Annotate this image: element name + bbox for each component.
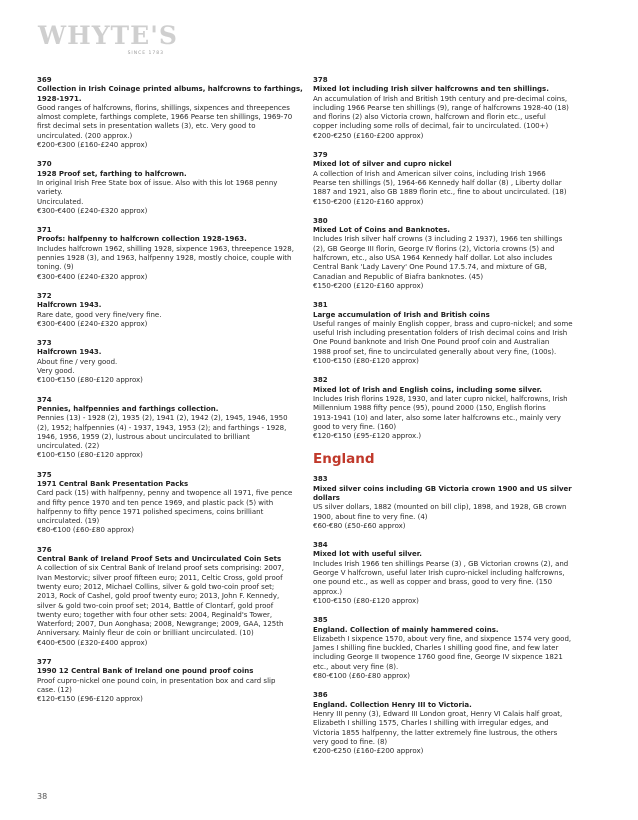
lot-description-line: About fine / very good. — [37, 357, 118, 366]
lot-description-line: James I shilling fine buckled, Charles I shilling good fine, and few later — [313, 644, 559, 653]
lot-description-line: An accumulation of Irish and British 19th century and pre-decimal coins, — [313, 94, 568, 103]
lot-title: Mixed silver coins including GB Victoria crown 1900 and US silver — [313, 484, 572, 493]
lot-number: 380 — [313, 216, 328, 225]
lot-description-line: halfpenny to fifty pence 1971 polished specimens, coins brilliant — [37, 507, 264, 516]
lot-number: 384 — [313, 541, 328, 550]
lot-description-line: Canadian and Republic of Biafra banknotes. (45) — [313, 272, 484, 281]
lot-description-line: A collection of six Central Bank of Ireland proof sets comprising: 2007, — [37, 564, 284, 573]
lot-estimate: €150-€200 (£120-£160 approx) — [313, 281, 424, 290]
whytes-logo — [38, 21, 178, 62]
lot-estimate: €150-€200 (£120-£160 approx) — [313, 197, 424, 206]
lot-number: 369 — [37, 76, 52, 84]
lot-description-line: Millennium 1988 fifty pence (95), pound 2000 (150, English florins — [313, 404, 546, 413]
lot-estimate: €80-€100 (£60-£80 approx) — [313, 672, 410, 681]
lot-entry — [37, 160, 309, 216]
lot-entry — [313, 475, 585, 531]
lot-entry — [37, 658, 309, 704]
lot-number: 375 — [37, 470, 52, 479]
lot-number: 370 — [37, 160, 52, 169]
lot-title: 1971 Central Bank Presentation Packs — [37, 479, 189, 488]
lot-description-line: George V halfcrown, useful later Irish cupro-nickel including halfcrowns, — [313, 569, 565, 578]
lot-number: 383 — [313, 475, 328, 484]
lot-description-line: 1913-1941 (10) and later, also some later halfcrowns etc., mainly very — [313, 413, 561, 422]
lot-description-line: Includes Irish silver half crowns (3 including 2 1937), 1966 ten shillings — [313, 235, 563, 244]
lot-description-line: Elizabeth I shilling 1575, Charles I shilling with irregular edges, and — [313, 719, 549, 728]
lot-description-line: uncirculated. (22) — [37, 442, 100, 451]
lot-description-line: Includes Irish 1966 ten shillings Pearse (3) , GB Victorian crowns (2), and — [313, 559, 569, 568]
lot-description-line: One Pound banknote and Irish One Pound proof coin and Australian — [313, 338, 550, 347]
lot-estimate: €80-€100 (£60-£80 approx) — [37, 526, 134, 535]
lot-title: England. Collection of mainly hammered coins. — [313, 625, 499, 634]
lot-entry — [313, 376, 585, 441]
lot-description-line: Central Bank 'Lady Lavery' One Pound 17.5.74, and mixture of GB, — [313, 263, 547, 272]
lot-title: Large accumulation of Irish and British coins — [313, 310, 490, 319]
lot-description-line: 1946, 1956, 1959 (2), lustrous about uncirculated to brilliant — [37, 432, 250, 441]
lot-description-line: Ivan Mestorvic; silver proof fifteen euro; 2011, Celtic Cross, gold proof — [37, 573, 283, 582]
lot-estimate: €300-€400 (£240-£320 approx) — [37, 206, 148, 215]
lot-estimate: €100-€150 (£80-£120 approx) — [37, 451, 143, 460]
lot-estimate: €200-€250 (£160-£200 approx) — [313, 131, 424, 140]
lot-entry — [37, 396, 309, 461]
lot-estimate: €60-€80 (£50-£60 approx) — [313, 521, 406, 530]
lot-description-line: Pearse ten shillings (5), 1964-66 Kennedy half dollar (8) , Liberty dollar — [313, 178, 562, 187]
lot-description-line: copper including some rolls of decimal, fair to uncirculated. (100+) — [313, 122, 549, 131]
lot-entry — [37, 226, 309, 282]
lot-title: 1928 Proof set, farthing to halfcrown. — [37, 169, 187, 178]
lot-number: 382 — [313, 376, 328, 385]
lot-description-line: etc., about very fine (8). — [313, 662, 399, 671]
lot-number: 373 — [37, 339, 52, 348]
lot-number: 374 — [37, 395, 52, 404]
lot-estimate: €400-€500 (£320-£400 approx) — [37, 638, 148, 647]
lot-title: Central Bank of Ireland Proof Sets and Uncirculated Coin Sets — [37, 555, 282, 564]
lot-description-line: silver & gold two-coin proof set; 2014, Battle of Clontarf, gold proof — [37, 601, 274, 610]
lot-description-line: and fifty pence 1970 and ten pence 1969, and plastic pack (5) with — [37, 498, 274, 507]
lot-description-line: Uncirculated. — [37, 197, 84, 206]
page-number: 38 — [37, 792, 48, 801]
lot-description-line: very good to fine. (8) — [313, 737, 388, 746]
lot-description-line: A collection of Irish and American silver coins, including Irish 1966 — [313, 169, 546, 178]
right-column-lots-top — [313, 76, 585, 441]
lot-title: dollars — [313, 493, 340, 502]
lot-description-line: (2), 1952; halfpennies (4) - 1937, 1943, 1953 (2); and farthings - 1928, — [37, 423, 287, 432]
lot-description-line: Waterford; 2007, Dun Aonghasa; 2008, Newgrange; 2009, GAA, 125th — [37, 620, 284, 629]
lot-description-line: Anniversary. Mainly fleur de coin or brilliant uncirculated. (10) — [37, 629, 254, 638]
lot-description-line: Elizabeth I sixpence 1570, about very fine, and sixpence 1574 very good, — [313, 634, 572, 643]
lot-title: Proofs: halfpenny to halfcrown collection 1928-1963. — [37, 235, 247, 244]
lot-estimate: €100-€150 (£80-£120 approx) — [313, 357, 419, 366]
lot-description-line: In original Irish Free State box of issue. Also with this lot 1968 penny — [37, 178, 278, 187]
lot-description-line: 1887 and 1921, also GB 1889 florin etc., fine to about uncirculated. (18) — [313, 188, 567, 197]
lot-entry — [313, 217, 585, 291]
lot-entry — [313, 151, 585, 207]
lot-description-line: Proof cupro-nickel one pound coin, in presentation box and card slip — [37, 676, 276, 685]
lot-number: 377 — [37, 658, 52, 667]
lot-description-line: (2), GB George III florin, George IV florins (2), Victoria crowns (5) and — [313, 244, 555, 253]
lot-description-line: 1900, about fine to very fine. (4) — [313, 512, 428, 521]
lot-estimate: €120-€150 (£96-£120 approx) — [37, 695, 143, 704]
lot-description-line: twenty euro; together with four other sets: 2004, Reginald's Tower, — [37, 610, 273, 619]
lot-description-line: Good ranges of halfcrowns, florins, shillings, sixpences and threepences — [37, 103, 290, 112]
lot-title: 1990 12 Central Bank of Ireland one pound proof coins — [37, 667, 254, 676]
lot-number: 376 — [37, 545, 52, 554]
lot-estimate: €100-€150 (£80-£120 approx) — [37, 376, 143, 385]
lot-description-line: Rare date, good very fine/very fine. — [37, 310, 162, 319]
lot-description-line: including 1966 Pearse ten shillings (9), range of halfcrowns 1928-40 (18) — [313, 103, 569, 112]
lot-description-line: case. (12) — [37, 685, 72, 694]
lot-description-line: variety. — [37, 188, 63, 197]
lot-description-line: and florins (2) also Victoria crown, halfcrown and florin etc., useful — [313, 113, 546, 122]
lot-number: 372 — [37, 291, 52, 300]
logo-wordmark: WHYTE'S — [38, 21, 178, 50]
lot-title: Halfcrown 1943. — [37, 348, 102, 357]
lot-estimate: €200-€250 (£160-£200 approx) — [313, 747, 424, 756]
lot-description-line: first decimal sets in presentation wallets (3), etc. Very good to — [37, 122, 256, 131]
lot-estimate: €300-€400 (£240-£320 approx) — [37, 272, 148, 281]
lot-estimate: €120-€150 (£95-£120 approx.) — [313, 432, 422, 441]
lot-number: 386 — [313, 691, 328, 700]
lot-title: Mixed lot including Irish silver halfcrowns and ten shillings. — [313, 85, 549, 94]
lot-entry — [37, 339, 309, 385]
lot-entry — [313, 301, 585, 366]
lot-description-line: Includes halfcrown 1962, shilling 1928, sixpence 1963, threepence 1928, — [37, 244, 294, 253]
lot-description-line: useful Irish including presentation folders of Irish decimal coins and Irish — [313, 329, 568, 338]
lot-description-line: pennies 1928 (3), and 1963, halfpenny 1928, mostly choice, couple with — [37, 254, 292, 263]
lot-entry — [37, 292, 309, 329]
lot-entry — [313, 691, 585, 756]
lot-number: 385 — [313, 616, 328, 625]
lot-description-line: US silver dollars, 1882 (mounted on bill clip), 1898, and 1928, GB crown — [313, 503, 567, 512]
lot-estimate: €100-€150 (£80-£120 approx) — [313, 596, 419, 605]
lot-description-line: Very good. — [37, 367, 75, 376]
lot-description-line: one pound etc., as well as copper and brass, good to very fine. (150 — [313, 578, 553, 587]
lot-entry — [37, 471, 309, 536]
lot-description-line: halfcrown, etc., also USA 1964 Kennedy half dollar. Lot also includes — [313, 254, 553, 263]
lot-estimate: €200-€300 (£160-£240 approx) — [37, 141, 148, 150]
lot-number: 371 — [37, 226, 52, 235]
lot-entry — [37, 546, 309, 648]
lot-description-line: almost complete, farthings complete, 1966 Pearse ten shillings, 1969-70 — [37, 113, 293, 122]
right-column — [313, 76, 585, 766]
lot-description-line: uncirculated. (200 approx.) — [37, 131, 133, 140]
lot-description-line: good to very fine. (160) — [313, 422, 397, 431]
left-column — [37, 76, 309, 715]
lot-description-line: 1988 proof set, fine to uncirculated generally about very fine, (100s). — [313, 347, 557, 356]
lot-description-line: Henry III penny (3), Edward III London groat, Henry VI Calais half groat, — [313, 709, 563, 718]
lot-entry — [313, 541, 585, 606]
lot-estimate: €300-€400 (£240-£320 approx) — [37, 319, 148, 328]
lot-title: Mixed lot with useful silver. — [313, 550, 422, 559]
lot-title: England. Collection Henry III to Victoria. — [313, 700, 472, 709]
lot-description-line: toning. (9) — [37, 263, 74, 272]
lot-title: Collection in Irish Coinage printed albums, halfcrowns to farthings, — [37, 85, 303, 94]
lot-title: Pennies, halfpennies and farthings collection. — [37, 404, 219, 413]
right-column-lots-bottom — [313, 475, 585, 756]
lot-number: 378 — [313, 76, 328, 84]
lot-description-line: Useful ranges of mainly English copper, brass and cupro-nickel; and some — [313, 319, 573, 328]
lot-description-line: Card pack (15) with halfpenny, penny and twopence all 1971, five pence — [37, 489, 293, 498]
lot-title: Halfcrown 1943. — [37, 301, 102, 310]
lot-description-line: Includes Irish florins 1928, 1930, and later cupro nickel, halfcrowns, Irish — [313, 394, 568, 403]
lot-description-line: Victoria 1855 halfpenny, the latter extremely fine lustrous, the others — [313, 728, 558, 737]
logo-since-tagline: SINCE 1783 — [127, 51, 164, 56]
lot-title: Mixed lot of silver and cupro nickel — [313, 160, 452, 169]
lot-entry — [313, 616, 585, 681]
lot-description-line: including George II twopence 1760 good fine, George IV sixpence 1821 — [313, 653, 563, 662]
lot-description-line: approx.) — [313, 587, 343, 596]
lot-description-line: twenty euro; 2012, Michael Collins, silver & gold two-coin proof set; — [37, 582, 275, 591]
lot-number: 381 — [313, 301, 328, 310]
lot-title: 1928-1971. — [37, 94, 82, 103]
lot-title: Mixed Lot of Coins and Banknotes. — [313, 226, 450, 235]
lot-entry — [313, 76, 585, 141]
lot-description-line: Pennies (13) - 1928 (2), 1935 (2), 1941 (2), 1942 (2), 1945, 1946, 1950 — [37, 414, 288, 423]
lot-description-line: 2013, Rock of Cashel, gold proof twenty euro; 2013, John F. Kennedy, — [37, 592, 280, 601]
lot-title: Mixed lot of Irish and English coins, including some silver. — [313, 385, 542, 394]
lot-entry — [37, 76, 309, 150]
lot-description-line: uncirculated. (19) — [37, 517, 100, 526]
lot-number: 379 — [313, 151, 328, 160]
section-heading-england: England — [313, 451, 375, 468]
